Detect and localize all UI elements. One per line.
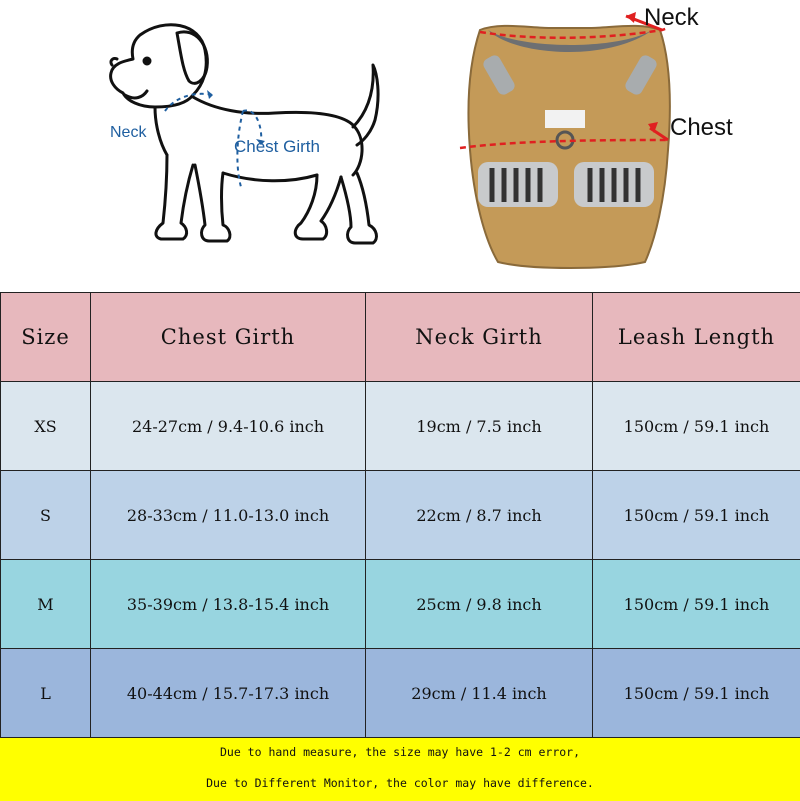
header-neck-girth: Neck Girth <box>366 293 593 382</box>
size-cell: XS <box>1 382 91 471</box>
measurement-notice <box>0 737 800 801</box>
neck-cell: 25cm / 9.8 inch <box>366 560 593 649</box>
header-size: Size <box>1 293 91 382</box>
notice-line-1: Due to hand measure, the size may have 1-2 cm error, <box>0 738 800 769</box>
measurement-illustrations <box>0 0 800 292</box>
dog-neck-label: Neck <box>110 124 146 142</box>
table-row <box>1 649 800 738</box>
size-cell: L <box>1 649 91 738</box>
table-row <box>1 382 800 471</box>
header-chest-girth: Chest Girth <box>91 293 366 382</box>
vest-chest-label: Chest <box>670 114 733 142</box>
table-row <box>1 471 800 560</box>
chest-cell: 24-27cm / 9.4-10.6 inch <box>91 382 366 471</box>
chest-cell: 28-33cm / 11.0-13.0 inch <box>91 471 366 560</box>
neck-cell: 19cm / 7.5 inch <box>366 382 593 471</box>
table-header-row <box>1 293 800 382</box>
neck-cell: 22cm / 8.7 inch <box>366 471 593 560</box>
size-cell: S <box>1 471 91 560</box>
size-chart-table <box>0 292 800 738</box>
chest-cell: 35-39cm / 13.8-15.4 inch <box>91 560 366 649</box>
neck-cell: 29cm / 11.4 inch <box>366 649 593 738</box>
leash-cell: 150cm / 59.1 inch <box>593 382 800 471</box>
size-cell: M <box>1 560 91 649</box>
header-leash-length: Leash Length <box>593 293 800 382</box>
leash-cell: 150cm / 59.1 inch <box>593 560 800 649</box>
notice-line-2: Due to Different Monitor, the color may have difference. <box>0 769 800 800</box>
chest-cell: 40-44cm / 15.7-17.3 inch <box>91 649 366 738</box>
dog-chest-girth-label: Chest Girth <box>234 137 320 157</box>
leash-cell: 150cm / 59.1 inch <box>593 471 800 560</box>
table-row <box>1 560 800 649</box>
leash-cell: 150cm / 59.1 inch <box>593 649 800 738</box>
vest-neck-label: Neck <box>644 4 699 32</box>
